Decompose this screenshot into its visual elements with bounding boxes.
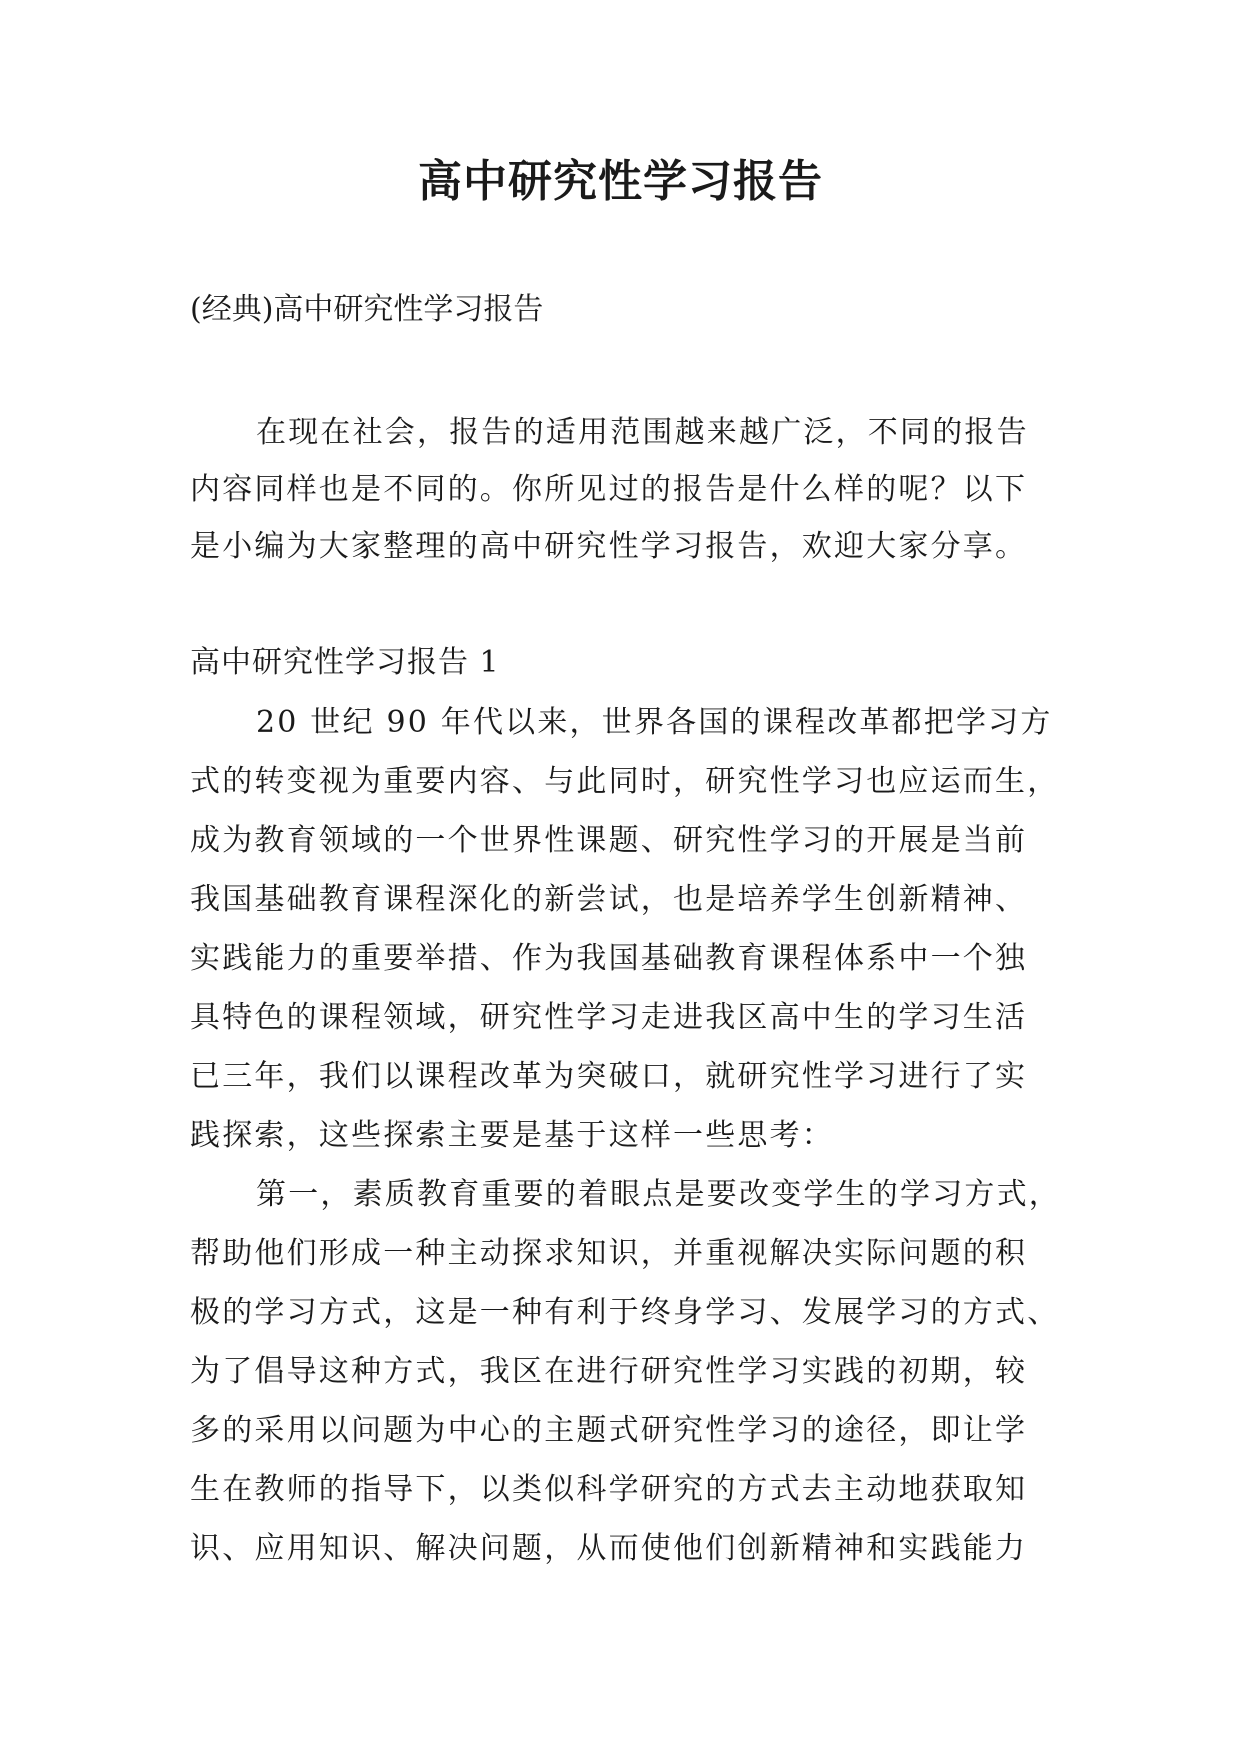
document-subtitle: (经典)高中研究性学习报告: [190, 292, 544, 327]
text-line: 在现在社会，报告的适用范围越来越广泛，不同的报告: [256, 415, 1029, 450]
section-heading: 高中研究性学习报告 1: [190, 645, 500, 680]
text-line: 实践能力的重要举措、作为我国基础教育课程体系中一个独: [190, 941, 1028, 976]
text-line: 成为教育领域的一个世界性课题、研究性学习的开展是当前: [190, 823, 1028, 858]
text-line: 具特色的课程领域，研究性学习走进我区高中生的学习生活: [190, 1000, 1028, 1035]
text-line: 践探索，这些探索主要是基于这样一些思考：: [190, 1118, 834, 1153]
text-line: 式的转变视为重要内容、与此同时，研究性学习也应运而生，: [190, 764, 1060, 799]
text-line: 多的采用以问题为中心的主题式研究性学习的途径，即让学: [190, 1413, 1028, 1448]
text-line: 极的学习方式，这是一种有利于终身学习、发展学习的方式、: [190, 1295, 1060, 1330]
text-line: 是小编为大家整理的高中研究性学习报告，欢迎大家分享。: [190, 529, 1028, 564]
text-line: 识、应用知识、解决问题，从而使他们创新精神和实践能力: [190, 1531, 1028, 1566]
text-line: 第一，素质教育重要的着眼点是要改变学生的学习方式，: [256, 1177, 1061, 1212]
text-line: 20 世纪 90 年代以来，世界各国的课程改革都把学习方: [256, 705, 1053, 740]
document-title: 高中研究性学习报告: [418, 156, 823, 207]
text-line: 帮助他们形成一种主动探求知识，并重视解决实际问题的积: [190, 1236, 1028, 1271]
text-line: 已三年，我们以课程改革为突破口，就研究性学习进行了实: [190, 1059, 1028, 1094]
text-line: 内容同样也是不同的。你所见过的报告是什么样的呢？以下: [190, 472, 1028, 507]
text-line: 我国基础教育课程深化的新尝试，也是培养学生创新精神、: [190, 882, 1028, 917]
text-line: 为了倡导这种方式，我区在进行研究性学习实践的初期，较: [190, 1354, 1028, 1389]
text-line: 生在教师的指导下，以类似科学研究的方式去主动地获取知: [190, 1472, 1028, 1507]
